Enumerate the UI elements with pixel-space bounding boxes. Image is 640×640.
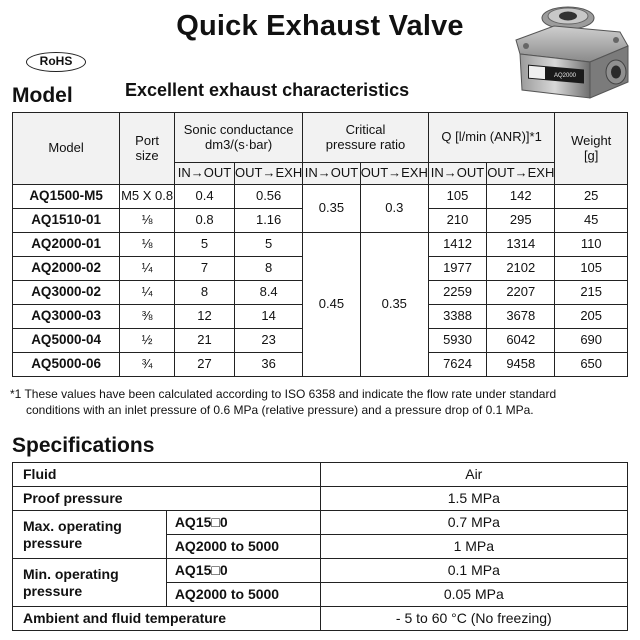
flow-in-cell: 105: [428, 185, 486, 209]
spec-value-proof-pressure: 1.5 MPa: [320, 487, 627, 511]
spec-label-max-line1: Max. operating: [23, 518, 122, 535]
header-flow-rate: Q [l/min (ANR)]*1: [428, 113, 555, 163]
model-cell: AQ5000-06: [13, 353, 120, 377]
specifications-table: [12, 462, 628, 631]
spec-value-fluid: Air: [320, 463, 627, 487]
table-row: [13, 233, 628, 257]
header-critical-line2: pressure ratio: [325, 136, 406, 152]
flow-out-cell: 295: [487, 209, 555, 233]
valve-product-image: [498, 2, 636, 102]
port-cell: ⅛: [120, 233, 175, 257]
model-heading: Model: [12, 84, 73, 107]
spec-label-max-operating-pressure: [13, 511, 167, 559]
spec-value-ambient-temperature: - 5 to 60 °C (No freezing): [320, 607, 627, 631]
critical-in-cell: 0.45: [303, 233, 360, 377]
sonic-in-cell: 27: [175, 353, 235, 377]
weight-cell: 690: [555, 329, 628, 353]
spec-sub-model: AQ15□0: [166, 511, 320, 535]
footnote-line1: *1 These values have been calculated according to ISO 6358 and indicate the flow rate under standard: [10, 387, 557, 401]
flow-in-cell: 3388: [428, 305, 486, 329]
spec-value: 0.7 MPa: [320, 511, 627, 535]
footnote-line2: conditions with an inlet pressure of 0.6 MPa (relative pressure) and a pressure drop of 0.1 MPa.: [26, 403, 534, 417]
spec-value: 0.05 MPa: [320, 583, 627, 607]
sonic-in-cell: 0.4: [175, 185, 235, 209]
model-cell: AQ3000-03: [13, 305, 120, 329]
specifications-heading: Specifications: [12, 434, 155, 457]
header-sonic-line1: Sonic conductance: [183, 122, 294, 138]
spec-label-min-line2: pressure: [23, 582, 83, 599]
spec-label-ambient-temperature: Ambient and fluid temperature: [13, 607, 321, 631]
flow-in-cell: 210: [428, 209, 486, 233]
critical-in-cell: 0.35: [303, 185, 360, 233]
sonic-out-cell: 36: [235, 353, 303, 377]
sonic-in-cell: 12: [175, 305, 235, 329]
critical-out-cell: 0.3: [360, 185, 428, 233]
flow-out-cell: 142: [487, 185, 555, 209]
flow-out-cell: 6042: [487, 329, 555, 353]
footnote: [10, 386, 635, 418]
subheader-critical-out-exh: OUT→EXH: [360, 163, 428, 185]
sonic-in-cell: 5: [175, 233, 235, 257]
weight-cell: 205: [555, 305, 628, 329]
header-critical-pressure-ratio: [303, 113, 429, 163]
port-cell: ¾: [120, 353, 175, 377]
spec-label-max-line2: pressure: [23, 534, 83, 551]
flow-out-cell: 9458: [487, 353, 555, 377]
spec-row-max-operating: [13, 511, 628, 535]
model-cell: AQ3000-02: [13, 281, 120, 305]
header-weight-line1: Weight: [571, 133, 612, 149]
spec-label-proof-pressure: Proof pressure: [13, 487, 321, 511]
header-port-size-line2: size: [135, 147, 159, 163]
model-cell: AQ5000-04: [13, 329, 120, 353]
subheader-sonic-out-exh: OUT→EXH: [235, 163, 303, 185]
spec-value: 0.1 MPa: [320, 559, 627, 583]
critical-out-cell: 0.35: [360, 233, 428, 377]
header-weight-line2: [g]: [583, 147, 599, 163]
subheader-flow-out-exh: OUT→EXH: [487, 163, 555, 185]
sub-heading: Excellent exhaust characteristics: [125, 80, 410, 100]
flow-in-cell: 1412: [428, 233, 486, 257]
model-cell: AQ1510-01: [13, 209, 120, 233]
table-row: [13, 185, 628, 209]
page-title: Quick Exhaust Valve: [176, 10, 464, 42]
spec-label-min-operating-pressure: [13, 559, 167, 607]
sonic-in-cell: 21: [175, 329, 235, 353]
subheader-critical-in-out: IN→OUT: [303, 163, 360, 185]
model-cell: AQ1500-M5: [13, 185, 120, 209]
port-cell: ¼: [120, 257, 175, 281]
spec-label-min-line1: Min. operating: [23, 566, 119, 583]
weight-cell: 650: [555, 353, 628, 377]
header-port-size-line1: Port: [135, 133, 160, 149]
spec-sub-model: AQ15□0: [166, 559, 320, 583]
flow-out-cell: 2207: [487, 281, 555, 305]
sonic-out-cell: 8.4: [235, 281, 303, 305]
sonic-out-cell: 5: [235, 233, 303, 257]
port-cell: ⅜: [120, 305, 175, 329]
weight-cell: 110: [555, 233, 628, 257]
weight-cell: 45: [555, 209, 628, 233]
port-cell: M5 X 0.8: [120, 185, 175, 209]
spec-row-ambient-temperature: [13, 607, 628, 631]
header-critical-line1: Critical: [345, 122, 386, 138]
port-cell: ½: [120, 329, 175, 353]
header-model: Model: [13, 113, 120, 185]
nameplate-label: AQ2000: [554, 73, 577, 79]
model-cell: AQ2000-02: [13, 257, 120, 281]
sonic-out-cell: 8: [235, 257, 303, 281]
header-weight: [555, 113, 628, 185]
sonic-in-cell: 0.8: [175, 209, 235, 233]
subheader-sonic-in-out: IN→OUT: [175, 163, 235, 185]
weight-cell: 25: [555, 185, 628, 209]
flow-out-cell: 1314: [487, 233, 555, 257]
flow-out-cell: 2102: [487, 257, 555, 281]
spec-label-fluid: Fluid: [13, 463, 321, 487]
model-table: [12, 112, 628, 377]
rohs-badge: RoHS: [26, 52, 86, 72]
header-port-size: [120, 113, 175, 185]
weight-cell: 105: [555, 257, 628, 281]
flow-in-cell: 7624: [428, 353, 486, 377]
spec-row-proof-pressure: [13, 487, 628, 511]
port-cell: ¼: [120, 281, 175, 305]
sonic-in-cell: 7: [175, 257, 235, 281]
flow-in-cell: 2259: [428, 281, 486, 305]
model-cell: AQ2000-01: [13, 233, 120, 257]
port-cell: ⅛: [120, 209, 175, 233]
weight-cell: 215: [555, 281, 628, 305]
subheader-flow-in-out: IN→OUT: [428, 163, 486, 185]
header-sonic-line2: dm3/(s·bar): [205, 136, 273, 152]
sonic-out-cell: 1.16: [235, 209, 303, 233]
sonic-out-cell: 0.56: [235, 185, 303, 209]
sonic-out-cell: 23: [235, 329, 303, 353]
spec-row-min-operating: [13, 559, 628, 583]
flow-in-cell: 1977: [428, 257, 486, 281]
flow-out-cell: 3678: [487, 305, 555, 329]
sonic-in-cell: 8: [175, 281, 235, 305]
spec-sub-model: AQ2000 to 5000: [166, 583, 320, 607]
header-sonic-conductance: [175, 113, 303, 163]
flow-in-cell: 5930: [428, 329, 486, 353]
spec-sub-model: AQ2000 to 5000: [166, 535, 320, 559]
spec-value: 1 MPa: [320, 535, 627, 559]
sonic-out-cell: 14: [235, 305, 303, 329]
spec-row-fluid: [13, 463, 628, 487]
